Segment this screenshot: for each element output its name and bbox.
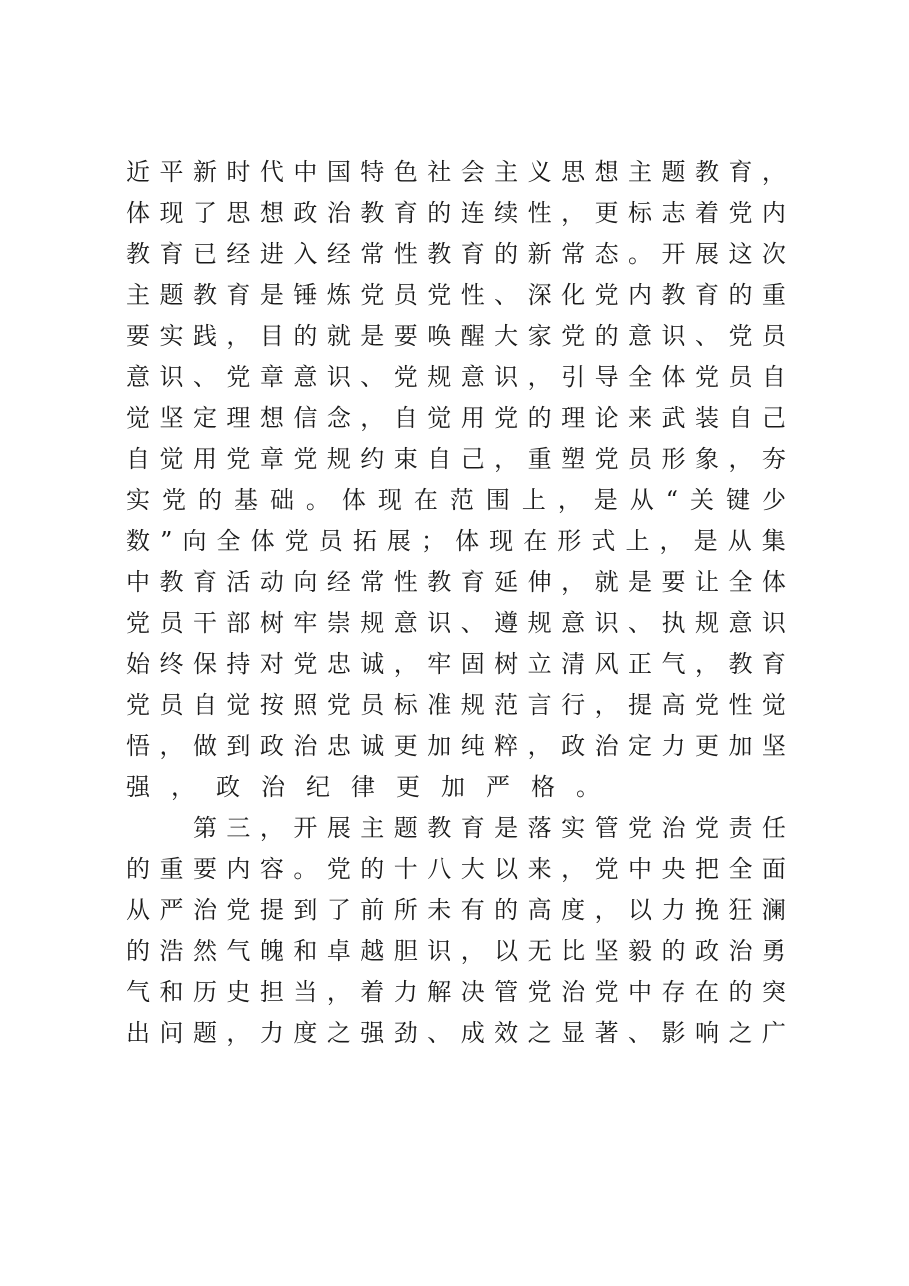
text-line: 中 教 育 活 动 向 经 常 性 教 育 延 伸 ， 就 是 要 让 全 体 [126, 568, 786, 596]
text-line: 意 识 、 党 章 意 识 、 党 规 意 识 ， 引 导 全 体 党 员 自 [126, 363, 786, 391]
text-line: 的 重 要 内 容 。 党 的 十 八 大 以 来 ， 党 中 央 把 全 面 [126, 855, 786, 883]
text-line: 近 平 新 时 代 中 国 特 色 社 会 主 义 思 想 主 题 教 育 ， [126, 158, 786, 186]
text-line: 气 和 历 史 担 当 ， 着 力 解 决 管 党 治 党 中 存 在 的 突 [126, 978, 786, 1006]
text-line: 强，政治纪律更加严格。 [126, 773, 621, 801]
paragraph-1 [126, 152, 786, 808]
paragraph-2 [126, 808, 786, 1054]
text-line: 教 育 已 经 进 入 经 常 性 教 育 的 新 常 态 。 开 展 这 次 [126, 240, 786, 268]
text-line: 觉 坚 定 理 想 信 念 ， 自 觉 用 党 的 理 论 来 武 装 自 己 [126, 404, 786, 432]
text-line: 数 ” 向 全 体 党 员 拓 展 ； 体 现 在 形 式 上 ， 是 从 集 [126, 527, 786, 555]
text-line: 主 题 教 育 是 锤 炼 党 员 党 性 、 深 化 党 内 教 育 的 重 [126, 281, 786, 309]
text-line: 实 党 的 基 础 。 体 现 在 范 围 上 ， 是 从 “ 关 键 少 [126, 486, 786, 514]
text-line: 党 员 干 部 树 牢 崇 规 意 识 、 遵 规 意 识 、 执 规 意 识 [126, 609, 786, 637]
text-line: 的 浩 然 气 魄 和 卓 越 胆 识 ， 以 无 比 坚 毅 的 政 治 勇 [126, 937, 786, 965]
body-text [126, 152, 786, 1054]
text-line: 党 员 自 觉 按 照 党 员 标 准 规 范 言 行 ， 提 高 党 性 觉 [126, 691, 786, 719]
text-line: 从 严 治 党 提 到 了 前 所 未 有 的 高 度 ， 以 力 挽 狂 澜 [126, 896, 786, 924]
text-line: 要 实 践 ， 目 的 就 是 要 唤 醒 大 家 党 的 意 识 、 党 员 [126, 322, 786, 350]
text-line: 出 问 题 ， 力 度 之 强 劲 、 成 效 之 显 著 、 影 响 之 广 [126, 1019, 786, 1047]
text-line: 悟 ， 做 到 政 治 忠 诚 更 加 纯 粹 ， 政 治 定 力 更 加 坚 [126, 732, 786, 760]
text-line: 体 现 了 思 想 政 治 教 育 的 连 续 性 ， 更 标 志 着 党 内 [126, 199, 786, 227]
text-line: 第 三 ， 开 展 主 题 教 育 是 落 实 管 党 治 党 责 任 [192, 814, 786, 842]
text-line: 始 终 保 持 对 党 忠 诚 ， 牢 固 树 立 清 风 正 气 ， 教 育 [126, 650, 786, 678]
text-line: 自 觉 用 党 章 党 规 约 束 自 己 ， 重 塑 党 员 形 象 ， 夯 [126, 445, 786, 473]
